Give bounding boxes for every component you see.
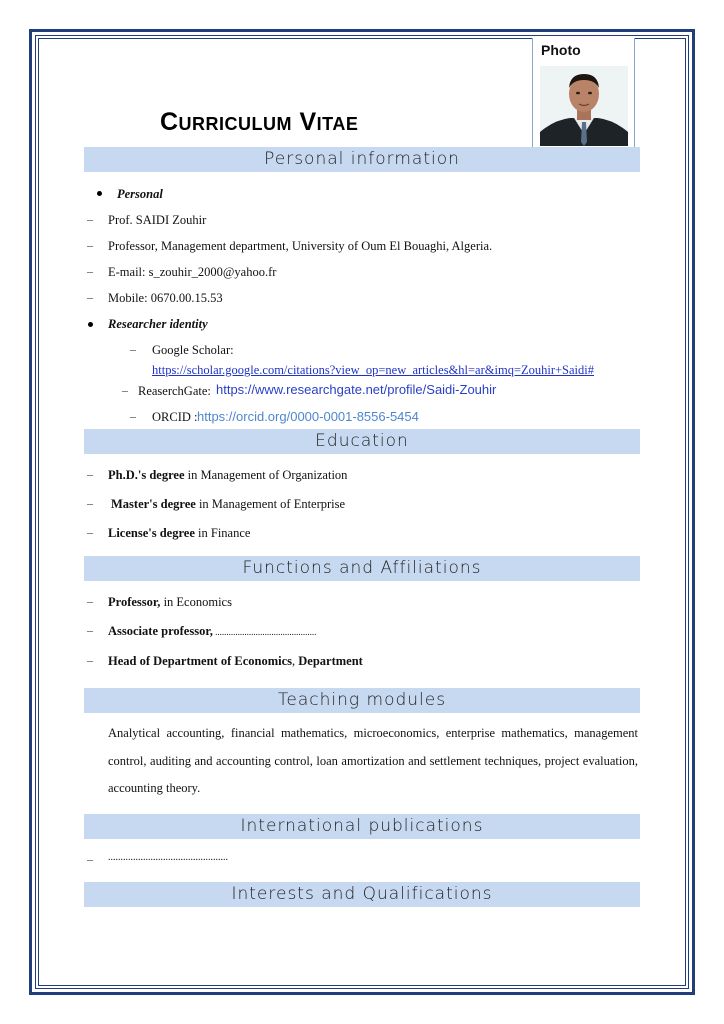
publications-placeholder: ................................................	[108, 852, 228, 863]
scholar-link[interactable]: https://scholar.google.com/citations?view_op=new_articles&hl=ar&imq=Zouhir+Saidi#	[152, 363, 595, 377]
education-degree: Master's degree	[111, 497, 196, 511]
education-degree: Ph.D.'s degree	[108, 468, 185, 482]
education-field: in Management of Organization	[184, 468, 348, 482]
dash-icon: –	[87, 653, 93, 667]
function-detail: in Economics	[160, 595, 232, 609]
personal-heading: Personal	[117, 187, 163, 201]
page-border-inner	[38, 38, 686, 986]
dash-icon: –	[87, 238, 93, 252]
dash-icon: –	[87, 212, 93, 226]
dash-icon: –	[87, 852, 93, 866]
orcid-label: ORCID :	[152, 410, 198, 424]
dash-icon: –	[87, 290, 93, 304]
scholar-label: Google Scholar:	[152, 343, 234, 357]
dash-icon: –	[87, 623, 93, 637]
function-role: Professor,	[108, 595, 161, 609]
dash-icon: –	[130, 409, 136, 423]
dash-icon: –	[87, 264, 93, 278]
education-item	[111, 497, 345, 512]
section-publications: International publications	[84, 814, 640, 839]
education-item	[108, 526, 250, 541]
cv-title: Curriculum Vitae	[160, 108, 359, 136]
researchgate-link[interactable]: https://www.researchgate.net/profile/Saidi-Zouhir	[216, 382, 497, 397]
section-interests: Interests and Qualifications	[84, 882, 640, 907]
function-item	[108, 624, 316, 639]
section-personal-information: Personal information	[84, 147, 640, 172]
bullet-icon	[97, 191, 102, 196]
function-item	[108, 654, 363, 669]
section-education: Education	[84, 429, 640, 454]
teaching-text: Analytical accounting, financial mathematics, microeconomics, enterprise mathematics, management control, auditing and accounting control, loan amortization and settlement techniques, project evaluation, accounting theory.	[108, 726, 638, 795]
dash-icon: –	[87, 525, 93, 539]
function-extra: Department	[298, 654, 363, 668]
researchgate-label: ReaserchGate:	[138, 384, 211, 398]
education-field: in Management of Enterprise	[195, 497, 346, 511]
person-mobile: Mobile: 0670.00.15.53	[108, 291, 223, 305]
dash-icon: –	[130, 342, 136, 356]
dash-icon: –	[87, 496, 93, 510]
dash-icon: –	[87, 467, 93, 481]
bullet-icon	[88, 322, 93, 327]
function-detail: ,	[292, 654, 299, 668]
person-name: Prof. SAIDI Zouhir	[108, 213, 207, 227]
photo-box	[532, 38, 635, 148]
person-position: Professor, Management department, University of Oum El Bouaghi, Algeria.	[108, 239, 493, 253]
function-role: Associate professor,	[108, 624, 213, 638]
function-role: Head of Department of Economics	[108, 654, 292, 668]
education-degree: License's degree	[108, 526, 195, 540]
function-detail: .............................................	[212, 627, 317, 637]
profile-photo	[540, 66, 628, 146]
dash-icon: –	[122, 383, 128, 397]
function-item	[108, 595, 232, 610]
photo-label: Photo	[541, 42, 581, 58]
dash-icon: –	[87, 594, 93, 608]
person-email[interactable]: E-mail: s_zouhir_2000@yahoo.fr	[108, 265, 277, 279]
education-item	[108, 468, 347, 483]
orcid-link[interactable]: https://orcid.org/0000-0001-8556-5454	[197, 409, 419, 424]
section-functions: Functions and Affiliations	[84, 556, 640, 581]
education-field: in Finance	[194, 526, 251, 540]
section-teaching: Teaching modules	[84, 688, 640, 713]
researcher-heading: Researcher identity	[108, 317, 208, 331]
